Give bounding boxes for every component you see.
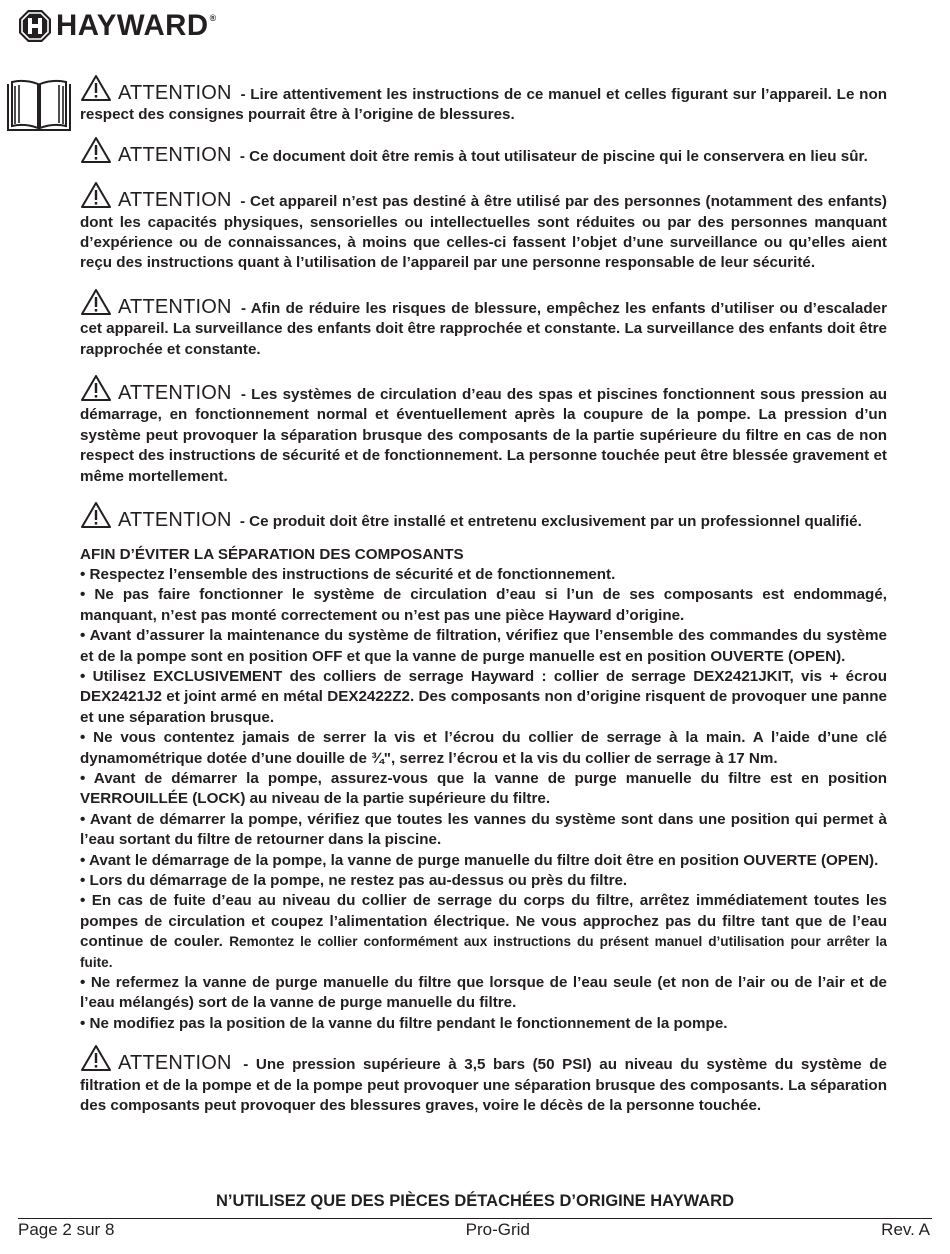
main-content xyxy=(80,74,887,1116)
page-number: Page 2 sur 8 xyxy=(18,1220,115,1239)
list-item: • Avant de démarrer la pompe, vérifiez que toutes les vannes du système sont dans une position qui permet à l’eau sortant du filtre de retourner dans la piscine. xyxy=(80,810,887,849)
warning-triangle-icon xyxy=(80,501,112,529)
warning-pressure: ATTENTION - Une pression supérieure à 3,5 bars (50 PSI) au niveau du système du système de filtration et de la pompe et de la pompe peut provoquer une séparation brusque des composants. La séparation des composants peut provoquer des blessures graves, voire le décès de la personne touchée. xyxy=(80,1044,887,1116)
list-item: • Respectez l’ensemble des instructions de sécurité et de fonctionnement. xyxy=(80,565,616,583)
original-parts-note: N’UTILISEZ QUE DES PIÈCES DÉTACHÉES D’ORIGINE HAYWARD xyxy=(216,1192,734,1210)
warning-4: ATTENTION - Afin de réduire les risques de blessure, empêchez les enfants d’utiliser ou d’escalader cet appareil. La surveillance des enfants doit être rapprochée et constante. La surveillance des enfants doit être rapprochée et constante. xyxy=(80,288,887,360)
warning-2: ATTENTION - Ce document doit être remis à tout utilisateur de piscine qui le conservera en lieu sûr. xyxy=(80,136,887,167)
brand-name: HAYWARD® xyxy=(56,9,217,42)
safety-bullet-list xyxy=(80,565,887,1034)
list-item: • Avant de démarrer la pompe, assurez-vous que la vanne de purge manuelle du filtre est en position VERROUILLÉE (LOCK) au niveau de la partie supérieure du filtre. xyxy=(80,769,887,808)
warning-triangle-icon xyxy=(80,1044,112,1072)
list-item-leak: • En cas de fuite d’eau au niveau du collier de serrage du corps du filtre, arrêtez immédiatement toutes les pompes de circulation et coupez l’alimentation électrique. Ne vous approchez pas du filtre tant que de l’eau continue de couler. Remontez le collier conformément aux instructions du présent manuel d’utilisation pour arrêter la fuite. xyxy=(80,892,887,970)
book-icon xyxy=(5,78,73,134)
warning-triangle-icon xyxy=(80,181,112,209)
warning-6: ATTENTION - Ce produit doit être installé et entretenu exclusivement par un professionnel qualifié. xyxy=(80,501,887,532)
warning-triangle-icon xyxy=(80,136,112,164)
warning-3: ATTENTION - Cet appareil n’est pas destiné à être utilisé par des personnes (notamment des enfants) dont les capacités physiques, sensorielles ou intellectuelles sont réduites ou par des personnes manquant d’expérience ou de connaissances, à moins que celles-ci fassent l’objet d’une surveillance ou qu’elles aient reçu des instructions quant à l’utilisation de l’appareil par une personne responsable de leur sécurité. xyxy=(80,181,887,274)
list-item: • Ne vous contentez jamais de serrer la vis et l’écrou du collier de serrage à la main. A l’aide d’une clé dynamométrique dotée d’une douille de ¾", serrez l’écrou et la vis du collier de serrage à 17 Nm. xyxy=(80,729,887,767)
warning-triangle-icon xyxy=(80,288,112,316)
list-item: • Lors du démarrage de la pompe, ne restez pas au-dessus ou près du filtre. xyxy=(80,872,628,889)
warning-1: ATTENTION - Lire attentivement les instructions de ce manuel et celles figurant sur l’appareil. Le non respect des consignes pourrait être à l’origine de blessures. xyxy=(80,74,887,126)
list-item: • Utilisez EXCLUSIVEMENT des colliers de serrage Hayward : collier de serrage DEX2421JKIT, vis + écrou DEX2421J2 et joint armé en métal DEX2422Z2. Des composants non d’origine risquent de provoquer une panne et une séparation brusque. xyxy=(80,667,887,726)
list-item: • Ne pas faire fonctionner le système de circulation d’eau si l’un de ses composants est endommagé, manquant, n’est pas monté correctement ou n’est pas une pièce Hayward d’origine. xyxy=(80,586,887,624)
list-item: • Avant d’assurer la maintenance du système de filtration, vérifiez que l’ensemble des commandes du système et de la pompe sont en position OFF et que la vanne de purge manuelle est en position OUVERTE (OPEN). xyxy=(80,627,887,665)
warning-triangle-icon xyxy=(80,374,112,402)
hayward-logo-icon xyxy=(18,9,52,43)
list-item: • Ne refermez la vanne de purge manuelle du filtre que lorsque de l’eau seule (et non de l’air ou de l’air et de l’eau mélangés) sort de la vanne de purge manuelle du filtre. xyxy=(80,974,887,1012)
warning-5: ATTENTION - Les systèmes de circulation d’eau des spas et piscines fonctionnent sous pression au démarrage, en fonctionnement normal et éventuellement après la coupure de la pompe. La pression d’un système peut provoquer la séparation brusque des composants de la partie supérieure du filtre en cas de non respect des instructions de sécurité et de fonctionnement. La personne touchée peut être blessée gravement et même mortellement. xyxy=(80,374,887,487)
warning-triangle-icon xyxy=(80,74,112,102)
list-item: • Avant le démarrage de la pompe, la vanne de purge manuelle du filtre doit être en position OUVERTE (OPEN). xyxy=(80,851,879,869)
product-name: Pro-Grid xyxy=(465,1220,530,1239)
hayward-logo xyxy=(18,8,220,44)
revision: Rev. A xyxy=(881,1220,930,1239)
list-item: • Ne modifiez pas la position de la vanne du filtre pendant le fonctionnement de la pompe. xyxy=(80,1014,728,1032)
page-footer xyxy=(18,1220,930,1240)
section-title: AFIN D’ÉVITER LA SÉPARATION DES COMPOSANTS xyxy=(80,545,464,563)
footer-divider xyxy=(18,1218,932,1219)
